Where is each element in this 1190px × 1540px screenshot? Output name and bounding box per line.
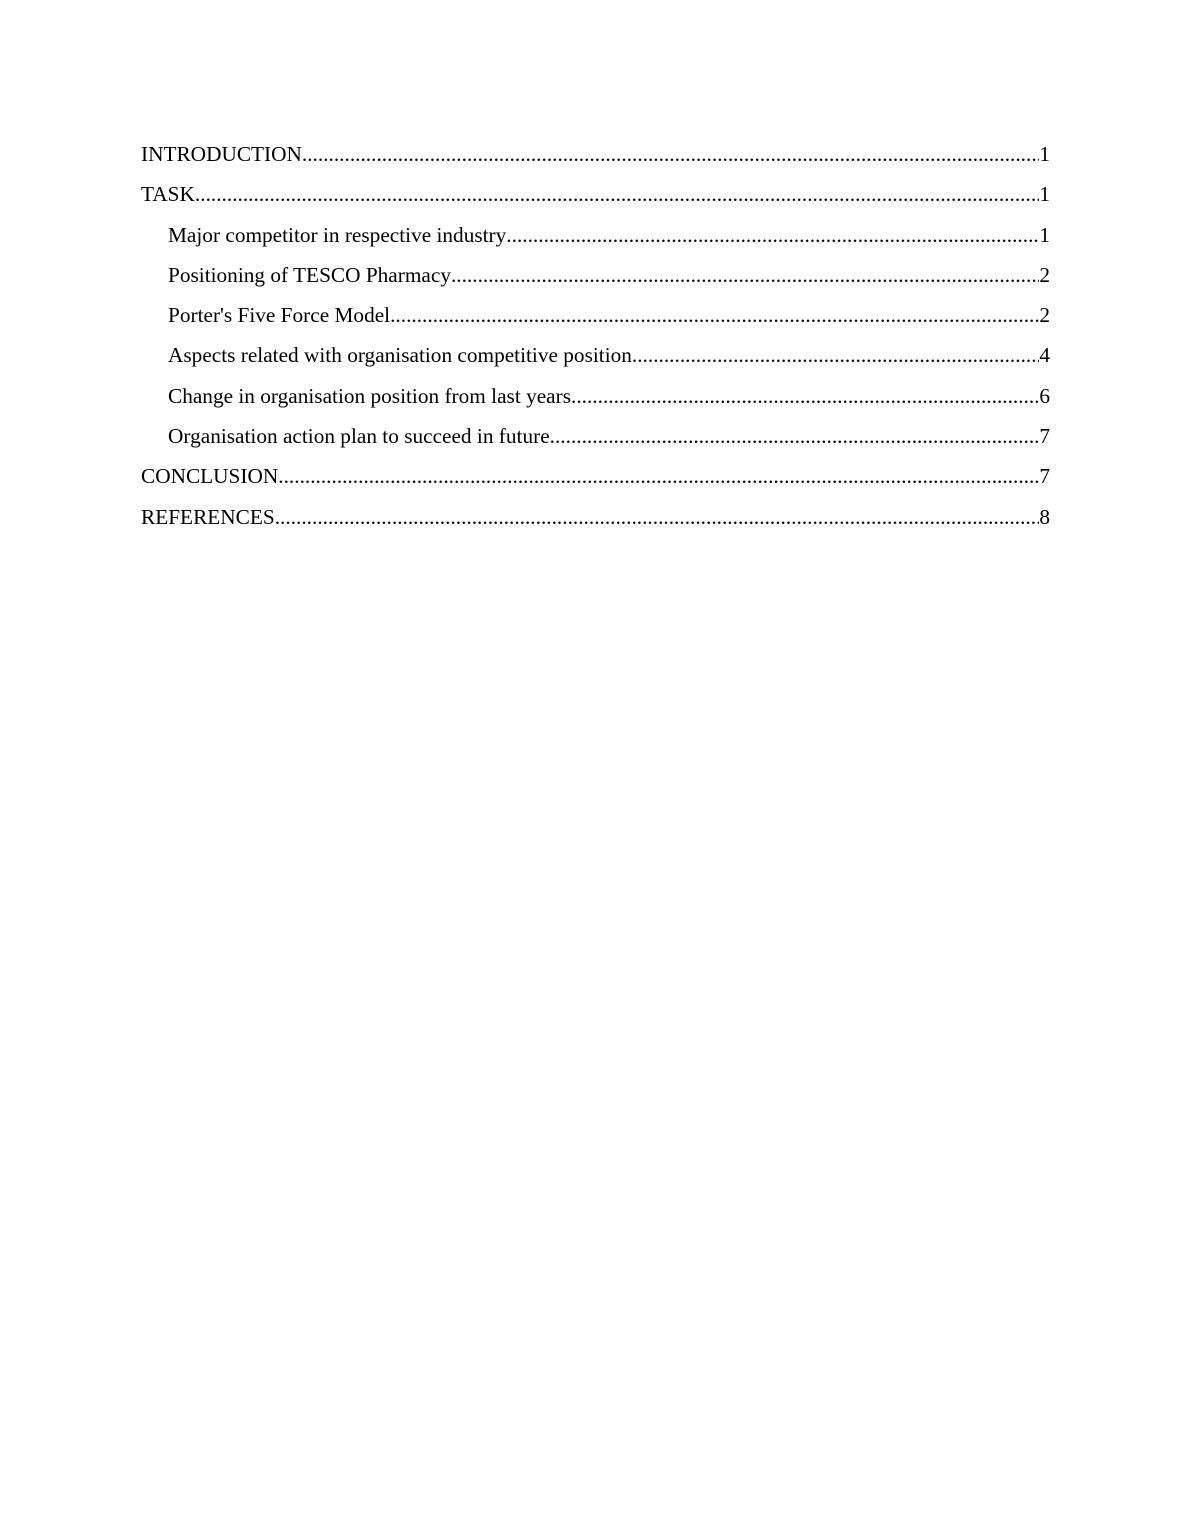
toc-entry-title[interactable]: Change in organisation position from last years xyxy=(168,383,571,408)
toc-entry-title[interactable]: Organisation action plan to succeed in future xyxy=(168,424,550,449)
toc-dot-leader xyxy=(302,134,1039,174)
toc-page-number: 8 xyxy=(1039,504,1050,529)
toc-entry-task[interactable] xyxy=(141,174,1050,214)
toc-entry-introduction[interactable] xyxy=(141,134,1050,174)
toc-entry-title[interactable]: REFERENCES xyxy=(141,504,275,529)
toc-page-number: 4 xyxy=(1039,343,1050,368)
table-of-contents xyxy=(141,134,1050,537)
toc-page-number: 7 xyxy=(1039,464,1050,489)
toc-page-number: 1 xyxy=(1039,142,1050,166)
toc-entry-title[interactable]: Major competitor in respective industry xyxy=(168,222,507,247)
toc-entry-title[interactable]: INTRODUCTION xyxy=(141,142,302,166)
toc-entry-positioning[interactable] xyxy=(141,255,1050,295)
toc-entry-major-competitor[interactable] xyxy=(141,215,1050,255)
toc-page-number: 6 xyxy=(1039,383,1050,408)
toc-dot-leader xyxy=(451,255,1039,295)
toc-page-number: 1 xyxy=(1039,222,1050,247)
toc-dot-leader xyxy=(390,295,1039,335)
toc-entry-title[interactable]: Aspects related with organisation competitive position xyxy=(168,343,632,368)
toc-entry-title[interactable]: TASK xyxy=(141,182,195,207)
toc-dot-leader xyxy=(571,376,1039,416)
toc-dot-leader xyxy=(275,497,1040,537)
toc-entry-references[interactable] xyxy=(141,497,1050,537)
toc-dot-leader xyxy=(550,416,1040,456)
toc-dot-leader xyxy=(506,215,1039,255)
toc-page-number: 2 xyxy=(1039,262,1050,287)
toc-entry-porters-five-force[interactable] xyxy=(141,295,1050,335)
toc-entry-action-plan[interactable] xyxy=(141,416,1050,456)
toc-page-number: 2 xyxy=(1039,303,1050,328)
toc-entry-title[interactable]: CONCLUSION xyxy=(141,464,279,489)
toc-dot-leader xyxy=(278,456,1039,496)
toc-entry-change-in-position[interactable] xyxy=(141,376,1050,416)
toc-page-number: 1 xyxy=(1039,182,1050,207)
toc-entry-title[interactable]: Porter's Five Force Model xyxy=(168,303,391,328)
toc-entry-conclusion[interactable] xyxy=(141,456,1050,496)
toc-dot-leader xyxy=(195,174,1039,214)
toc-dot-leader xyxy=(632,335,1039,375)
toc-page-number: 7 xyxy=(1039,424,1050,449)
toc-entry-competitive-position[interactable] xyxy=(141,335,1050,375)
toc-entry-title[interactable]: Positioning of TESCO Pharmacy xyxy=(168,262,451,287)
